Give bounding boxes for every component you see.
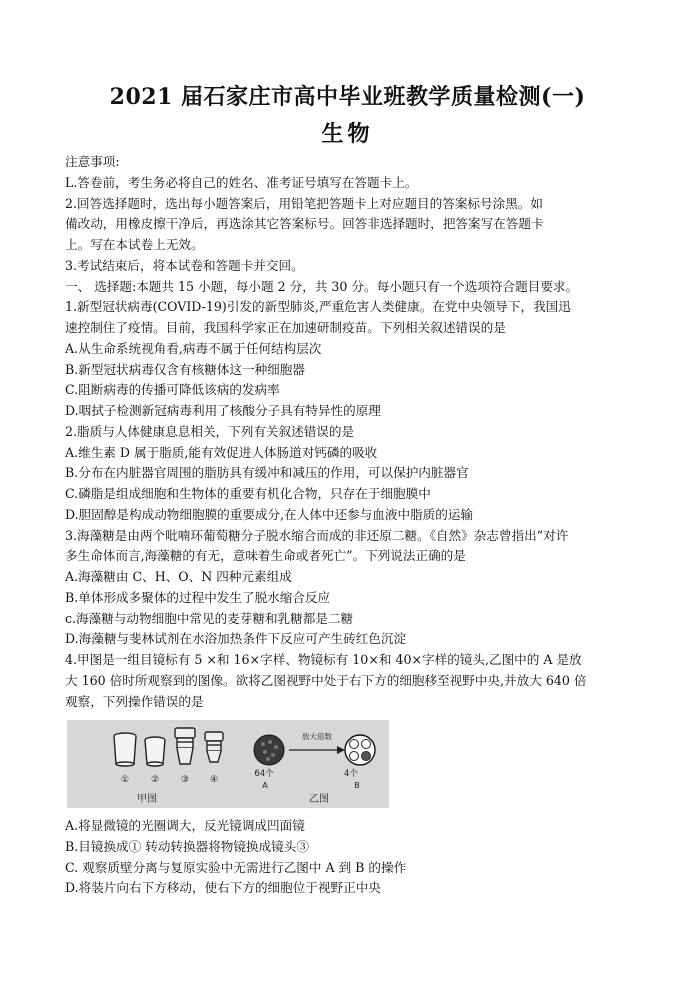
section-heading: 一、 选择题:本题共 15 小题，每小题 2 分，共 30 分。每小题只有一个选项符合题目要求。 xyxy=(65,278,579,294)
cell-count-b: 4个 xyxy=(344,769,358,779)
question-stem: 4.甲图是一组目镜标有 5 ×和 16×字样、物镜标有 10×和 40×字样的镜头,乙图中的 A 是放 xyxy=(65,652,582,667)
question-option: c.海藻糖与动物细胞中常见的麦芽糖和乳糖都是二糖 xyxy=(65,610,354,626)
notice-line: 備改动，用橡皮擦干净后，再选涂其它答案标号。回答非选择题时，把答案写在答题卡 xyxy=(65,216,544,232)
notice-line: 2.回答选择题时，选出每小题答案后，用铅笔把答题卡上对应题目的答案标号涂黑。如 xyxy=(65,195,543,211)
question-option: D.咽拭子检测新冠病毒利用了核酸分子具有特异性的原理 xyxy=(65,403,381,418)
objective-lens-3 xyxy=(175,728,195,764)
microscope-figure xyxy=(67,720,389,808)
lens-label-2: ② xyxy=(150,775,160,785)
question-option: B.目镜换成① 转动转换器将物镜换成镜头③ xyxy=(65,838,309,854)
question-option: A.将显微镜的光圈调大，反光镜调成凹面镜 xyxy=(65,818,305,833)
question-option: D.胆固醇是构成动物细胞膜的重要成分,在人体中还参与血液中脂质的运输 xyxy=(65,506,474,522)
objective-lens-4 xyxy=(205,732,223,762)
question-stem: 3.海藻糖是由两个吡喃环葡萄糖分子脱水缩合而成的非还原二糖。《自然》杂志曾指出“对许 xyxy=(65,527,569,543)
exam-body xyxy=(65,152,635,712)
question-4-options xyxy=(65,816,635,899)
field-label-b: B xyxy=(354,781,360,790)
question-option: C.阻断病毒的传播可降低该病的发病率 xyxy=(65,382,280,398)
question-option: D.将装片向右下方移动，使右下方的细胞位于视野正中央 xyxy=(65,880,381,896)
field-of-view-a xyxy=(254,735,284,765)
field-of-view-b xyxy=(345,735,375,765)
notice-line: L.答卷前，考生务必将自己的姓名、准考证号填写在答题卡上。 xyxy=(65,174,418,190)
question-option: C.磷脂是组成细胞和生物体的重要有机化合物，只存在于细胞膜中 xyxy=(65,486,431,501)
question-option: A.海藻糖由 C、H、O、N 四种元素组成 xyxy=(65,569,292,584)
question-option: D.海藻糖与斐林试剂在水浴加热条件下反应可产生砖红色沉淀 xyxy=(65,631,407,647)
question-option: C. 观察质壁分离与复原实验中无需进行乙图中 A 到 B 的操作 xyxy=(65,859,407,875)
figure-caption-yi: 乙图 xyxy=(309,794,329,805)
question-option: B.新型冠状病毒仅含有核糖体这一种细胞器 xyxy=(65,361,305,377)
lens-label-1: ① xyxy=(120,775,130,785)
question-stem: 1.新型冠状病毒(COVID-19)引发的新型肺炎,严重危害人类健康。在党中央领导下，我国迅 xyxy=(65,299,571,315)
notice-line: 上。写在本试卷上无效。 xyxy=(65,237,204,252)
field-label-a: A xyxy=(262,781,268,790)
magnification-label: 放大倍数 xyxy=(302,732,332,741)
question-option: A.维生素 D 属于脂质,能有效促进人体肠道对钙磷的吸收 xyxy=(65,444,378,460)
figure-caption-jia: 甲图 xyxy=(137,794,157,805)
notice-line: 3.考试结束后，将本试卷和答题卡并交回。 xyxy=(65,257,304,273)
question-stem: 大 160 倍时所观察到的图像。欲将乙图视野中处于右下方的细胞移至视野中央,并放大 640 倍 xyxy=(65,672,587,688)
question-option: B.单体形成多聚体的过程中发生了脱水缩合反应 xyxy=(65,589,331,605)
exam-title: 2021 届石家庄市高中毕业班教学质量检测(一) xyxy=(109,84,586,110)
question-stem: 速控制住了疫情。目前，我国科学家正在加速研制疫苗。下列相关叙述错误的是 xyxy=(65,320,506,335)
microscope-figure-svg xyxy=(67,720,389,808)
eyepiece-lens-2 xyxy=(145,737,165,766)
cell-count-a: 64个 xyxy=(254,769,274,779)
lens-label-4: ④ xyxy=(209,775,219,785)
question-stem: 观察，下列操作错误的是 xyxy=(65,693,204,709)
magnification-arrow-icon xyxy=(289,746,345,754)
question-option: A.从生命系统视角看,病毒不属于任何结构层次 xyxy=(65,340,322,356)
question-option: B.分布在内脏器官周围的脂肪具有缓冲和减压的作用，可以保护内脏器官 xyxy=(65,465,469,481)
lens-label-3: ③ xyxy=(180,775,190,785)
question-stem: 多生命体而言,海藻糖的有无，意味着生命或者死亡”。下列说法正确的是 xyxy=(65,548,466,564)
exam-subject: 生物 xyxy=(321,121,374,147)
eyepiece-lens-1 xyxy=(114,733,136,766)
question-stem: 2.脂质与人体健康息息相关，下列有关叙述错误的是 xyxy=(65,423,355,439)
notice-heading: 注意事项: xyxy=(65,154,120,169)
